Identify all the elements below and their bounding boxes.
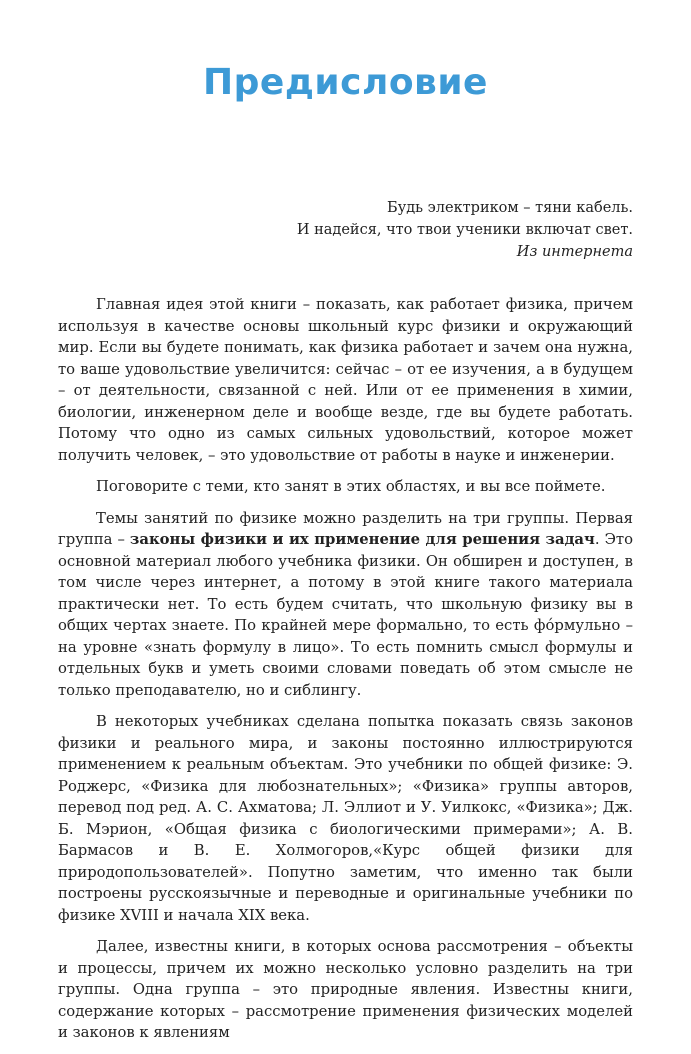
paragraph-text: . Это основной материал любого учебника физики. Он обширен и доступен, в том числе через интернет, а потому в этой книге такого материала практически нет. То есть будем считать, что школьную физику вы в общих чертах знаете. По крайней мере формально, то есть фóрмульно – на уровне «знать формулу в лицо». То есть помнить смысл формулы и отдельных букв и уметь своими словами поведать об этом смысле не только преподавателю, но и сиблингу. — [58, 531, 633, 699]
paragraph: Далее, известны книги, в которых основа рассмотрения – объекты и процессы, причем их можно несколько условно разделить на три группы. Одна группа – это природные явления. Известны книги, содержание которых – рассмотрение применения физических моделей и законов к явлениям — [58, 938, 633, 1041]
epigraph — [297, 197, 633, 263]
epigraph-source: Из интернета — [516, 244, 633, 260]
bold-phrase: законы физики и их применение для решения задач — [129, 531, 595, 548]
page-title: Предисловие — [203, 62, 488, 103]
paragraph-text: Темы занятий по физике можно разделить на три группы. Первая группа – — [58, 509, 633, 548]
paragraph: В некоторых учебниках сделана попытка показать связь законов физики и реального мира, и законы постоянно иллюстрируются применением к реальным объектам. Это учебники по общей физике: Э. Роджерс, «Физика для любознательных»; «Физика» группы авторов, перевод под ред. А. С. Ахматова; Л. Эллиот и У. Уилкокс, «Физика»; Дж. Б. Мэрион, «Общая физика с биологическими примерами»; А. В. Бармасов и В. Е. Холмогоров,«Курс общей физики для природопользователей». Попутно заметим, что именно так были построены русскоязычные и переводные и оригинальные учебники по физике XVIII и начала XIX века. — [58, 713, 633, 924]
epigraph-line: Будь электриком – тяни кабель. — [387, 200, 633, 216]
paragraph: Поговорите с теми, кто занят в этих областях, и вы все поймете. — [96, 478, 606, 495]
paragraph — [58, 508, 633, 702]
paragraph: Главная идея этой книги – показать, как работает физика, причем используя в качестве основы школьный курс физики и окружающий мир. Если вы будете понимать, как физика работает и зачем она нужна, то ваше удовольствие увеличится: сейчас – от ее изучения, а в будущем – от деятельности, связанной с ней. Или от ее применения в химии, биологии, инженерном деле и вообще везде, где вы будете работать. Потому что одно из самых сильных удовольствий, которое может получить человек, – это удовольствие от работы в науке и инженерии. — [58, 296, 633, 464]
body-text — [58, 294, 633, 1054]
epigraph-line: И надейся, что твои ученики включат свет. — [296, 222, 633, 238]
